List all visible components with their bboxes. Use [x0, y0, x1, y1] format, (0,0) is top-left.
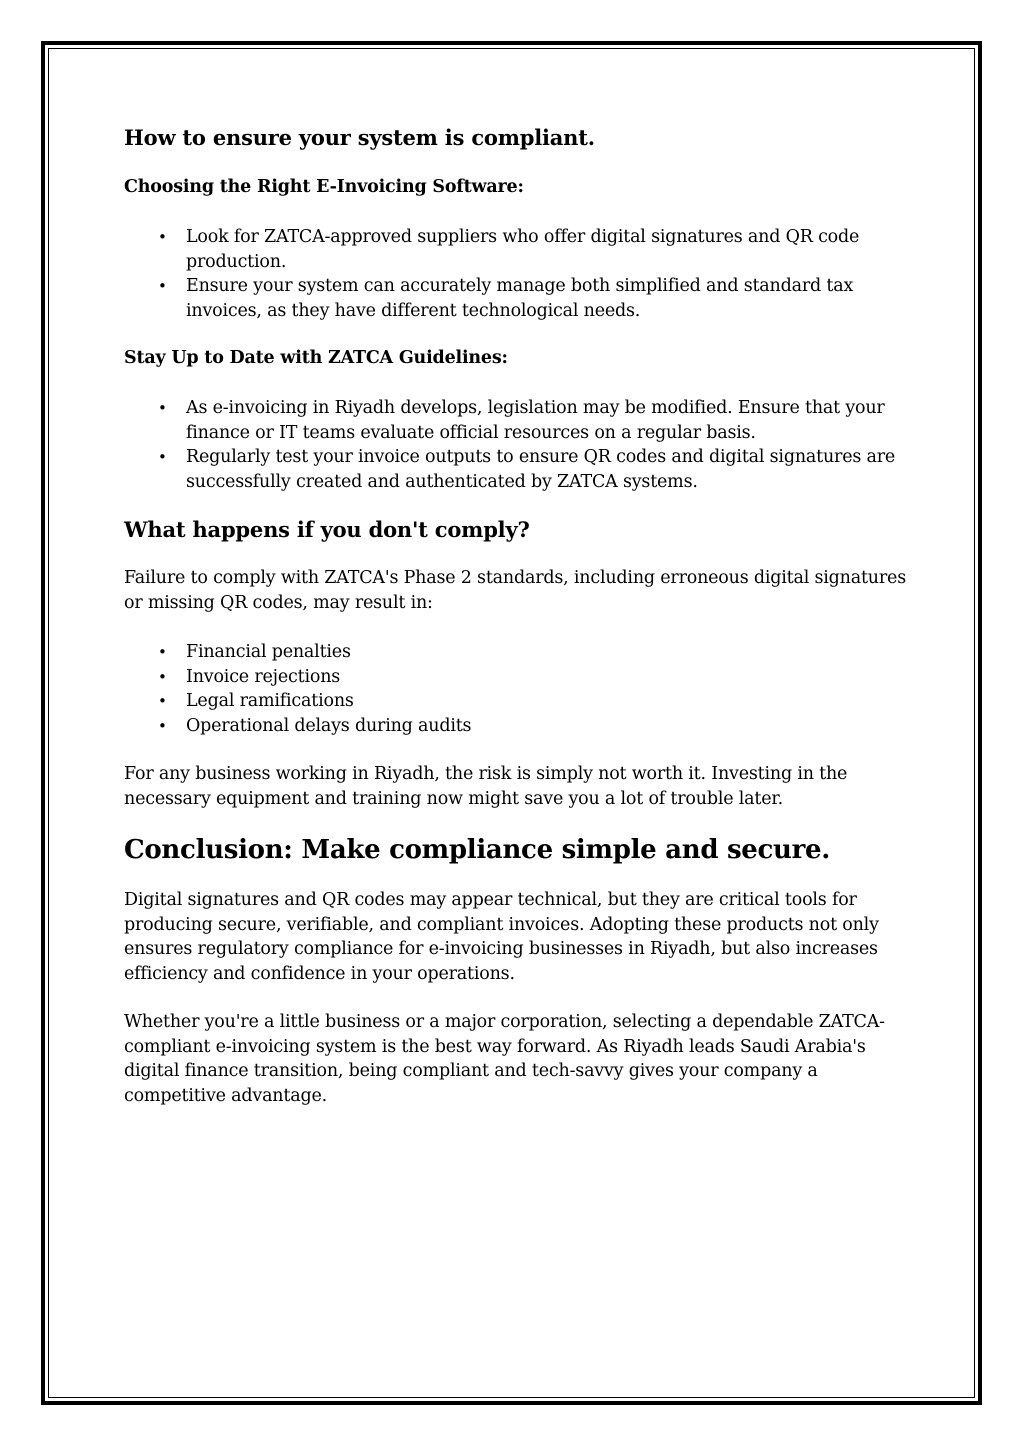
list-item-text: Look for ZATCA-approved suppliers who offer digital signatures and QR code production. — [186, 227, 860, 272]
list-consequences — [124, 640, 914, 738]
list-item — [124, 445, 914, 494]
bullet-icon: • — [158, 692, 167, 710]
list-item-text: Ensure your system can accurately manage both simplified and standard tax invoices, as they have different technological needs. — [186, 276, 854, 321]
bullet-icon: • — [158, 667, 167, 686]
subheading-choosing-software: Choosing the Right E-Invoicing Software: — [124, 177, 524, 197]
paragraph-risk-closing: For any business working in Riyadh, the risk is simply not worth it. Investing in the necessary equipment and training now might save you a lot of trouble later. — [124, 764, 848, 809]
list-item-text: Regularly test your invoice outputs to ensure QR codes and digital signatures are successfully created and authenticated by ZATCA systems. — [186, 447, 896, 492]
subheading-zatca-guidelines: Stay Up to Date with ZATCA Guidelines: — [124, 348, 508, 368]
bullet-icon: • — [158, 277, 167, 295]
paragraph-noncompliance-intro: Failure to comply with ZATCA's Phase 2 standards, including erroneous digital signatures or missing QR codes, may result in: — [124, 568, 906, 613]
paragraph-conclusion-2: Whether you're a little business or a major corporation, selecting a dependable ZATCA-compliant e-invoicing system is the best way forward. As Riyadh leads Saudi Arabia's digital finance transition, being compliant and tech-savvy gives your company a competitive advantage. — [124, 1012, 885, 1106]
list-item — [124, 396, 914, 445]
document-content — [124, 124, 914, 1108]
list-choosing-software — [124, 225, 914, 323]
list-item — [124, 689, 914, 714]
list-item — [124, 714, 914, 739]
list-item — [124, 665, 914, 690]
list-item — [124, 274, 914, 323]
section-heading-conclusion: Conclusion: Make compliance simple and secure. — [124, 835, 831, 865]
list-item-text: Invoice rejections — [186, 666, 341, 687]
list-item-text: Operational delays during audits — [186, 715, 472, 736]
list-item — [124, 225, 914, 274]
bullet-icon: • — [158, 228, 167, 246]
list-item-text: Financial penalties — [186, 642, 351, 662]
list-item-text: As e-invoicing in Riyadh develops, legislation may be modified. Ensure that your finance or IT teams evaluate official resources on a regular basis. — [186, 398, 885, 443]
list-zatca-guidelines — [124, 396, 914, 494]
list-item-text: Legal ramifications — [186, 691, 354, 711]
bullet-icon: • — [158, 716, 167, 735]
section-heading-noncompliance: What happens if you don't comply? — [124, 517, 530, 542]
bullet-icon: • — [158, 399, 167, 417]
section-heading-compliance: How to ensure your system is compliant. — [124, 125, 595, 150]
bullet-icon: • — [158, 643, 167, 661]
bullet-icon: • — [158, 448, 167, 466]
paragraph-conclusion-1: Digital signatures and QR codes may appear technical, but they are critical tools for producing secure, verifiable, and compliant invoices. Adopting these products not only ensures regulatory compliance for e-invoicing businesses in Riyadh, but also increases efficiency and confidence in your operations. — [124, 890, 879, 984]
list-item — [124, 640, 914, 665]
